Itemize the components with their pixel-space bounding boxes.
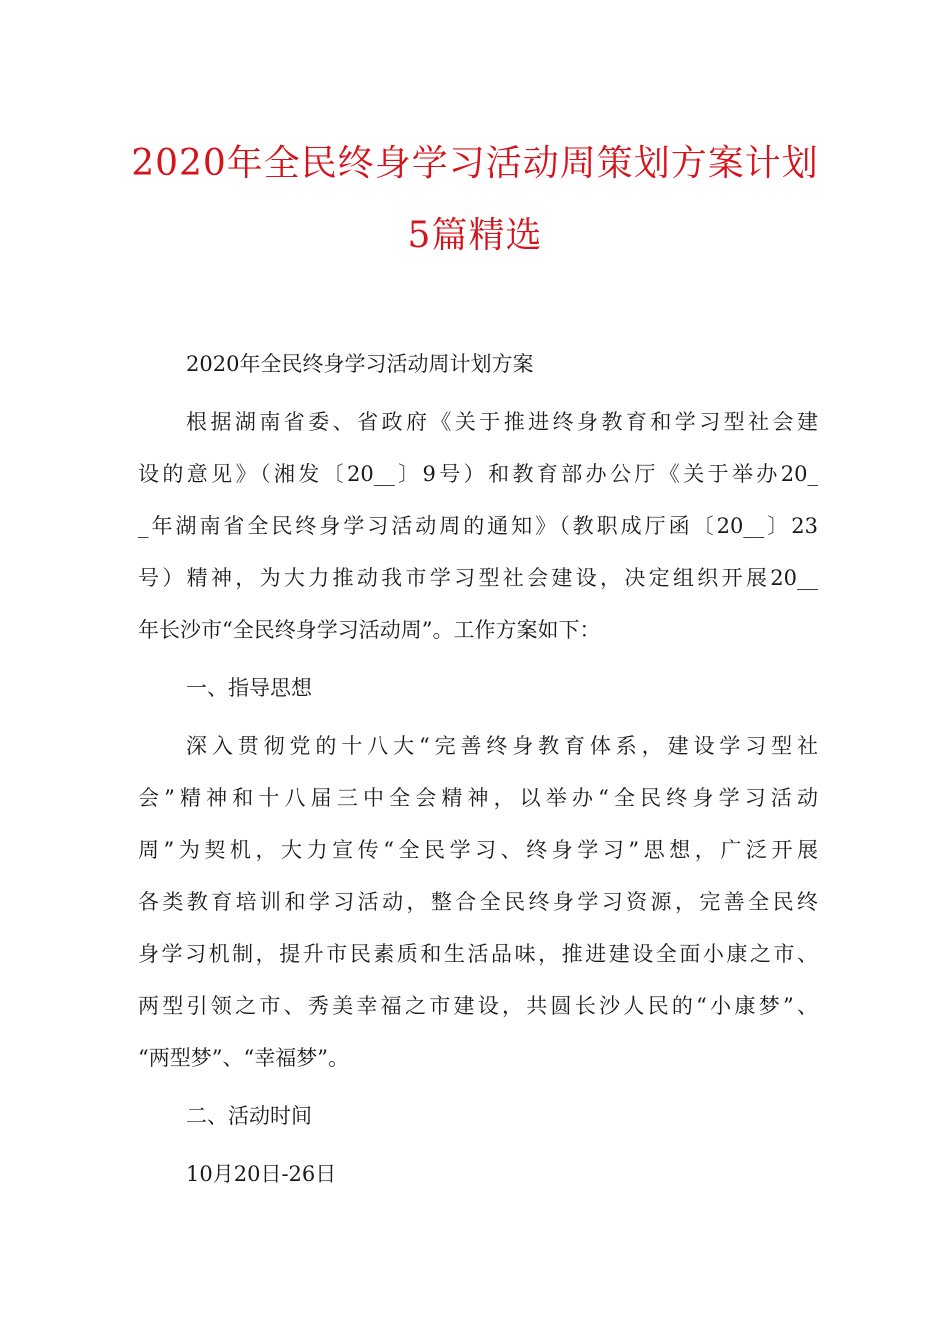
intro-line: 设的意见》（湘发〔20__〕9号）和教育部办公厅《关于举办20_ — [138, 462, 818, 486]
section-heading-guiding-ideology: 一、指导思想 — [186, 676, 312, 700]
intro-line: 年长沙市“全民终身学习活动周”。工作方案如下： — [138, 618, 601, 642]
paragraph-line: “两型梦”、“幸福梦”。 — [138, 1046, 349, 1070]
plan-subtitle: 2020年全民终身学习活动周计划方案 — [186, 352, 534, 376]
intro-line: _年湖南省全民终身学习活动周的通知》（教职成厅函〔20__〕23 — [138, 514, 818, 538]
intro-paragraph — [138, 396, 818, 656]
title-line-2: 5篇精选 — [407, 215, 543, 256]
paragraph-line: 两型引领之市、秀美幸福之市建设，共圆长沙人民的“小康梦”、 — [138, 994, 818, 1018]
paragraph-line: 各类教育培训和学习活动，整合全民终身学习资源，完善全民终 — [138, 890, 818, 914]
title-line-1: 2020年全民终身学习活动周策划方案计划 — [131, 143, 819, 184]
paragraph-line: 身学习机制，提升市民素质和生活品味，推进建设全面小康之市、 — [138, 942, 818, 966]
paragraph-line: 周”为契机，大力宣传“全民学习、终身学习”思想，广泛开展 — [138, 838, 818, 862]
intro-line: 号）精神，为大力推动我市学习型社会建设，决定组织开展20__ — [138, 566, 818, 590]
guiding-ideology-paragraph — [138, 720, 818, 1084]
document-title — [0, 136, 950, 264]
activity-date-range: 10月20日-26日 — [186, 1162, 337, 1186]
paragraph-line: 深入贯彻党的十八大“完善终身教育体系，建设学习型社 — [186, 734, 818, 758]
document-body — [138, 338, 818, 1200]
section-heading-activity-time: 二、活动时间 — [186, 1104, 312, 1128]
intro-line: 根据湖南省委、省政府《关于推进终身教育和学习型社会建 — [186, 410, 818, 434]
paragraph-line: 会”精神和十八届三中全会精神，以举办“全民终身学习活动 — [138, 786, 818, 810]
